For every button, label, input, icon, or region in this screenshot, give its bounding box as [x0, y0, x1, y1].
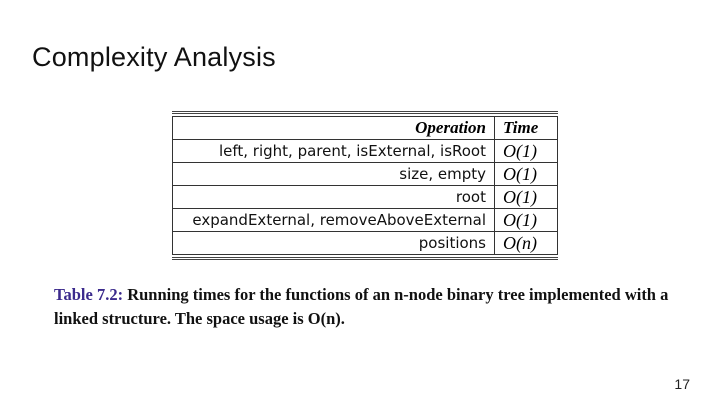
page-number: 17 [674, 376, 690, 392]
operations-table [172, 116, 558, 255]
time-column-header: Time [495, 117, 558, 140]
table-row [173, 140, 558, 163]
table-row [173, 186, 558, 209]
operation-cell: expandExternal, removeAboveExternal [173, 209, 495, 232]
complexity-table [172, 111, 558, 260]
operation-cell: size, empty [173, 163, 495, 186]
caption-label: Table 7.2: [54, 285, 124, 304]
table-row [173, 163, 558, 186]
table-row [173, 209, 558, 232]
time-cell: O(n) [495, 232, 558, 255]
table-header-row [173, 117, 558, 140]
time-cell: O(1) [495, 140, 558, 163]
table-caption [54, 283, 694, 331]
slide-title: Complexity Analysis [32, 42, 276, 72]
operation-cell: left, right, parent, isExternal, isRoot [173, 140, 495, 163]
operation-cell: root [173, 186, 495, 209]
time-cell: O(1) [495, 163, 558, 186]
time-cell: O(1) [495, 186, 558, 209]
caption-text: Running times for the functions of an n-node binary tree implemented with a linked structure. The space usage is O(n). [54, 285, 669, 328]
table-row [173, 232, 558, 255]
operation-column-header: Operation [173, 117, 495, 140]
time-cell: O(1) [495, 209, 558, 232]
operation-cell: positions [173, 232, 495, 255]
